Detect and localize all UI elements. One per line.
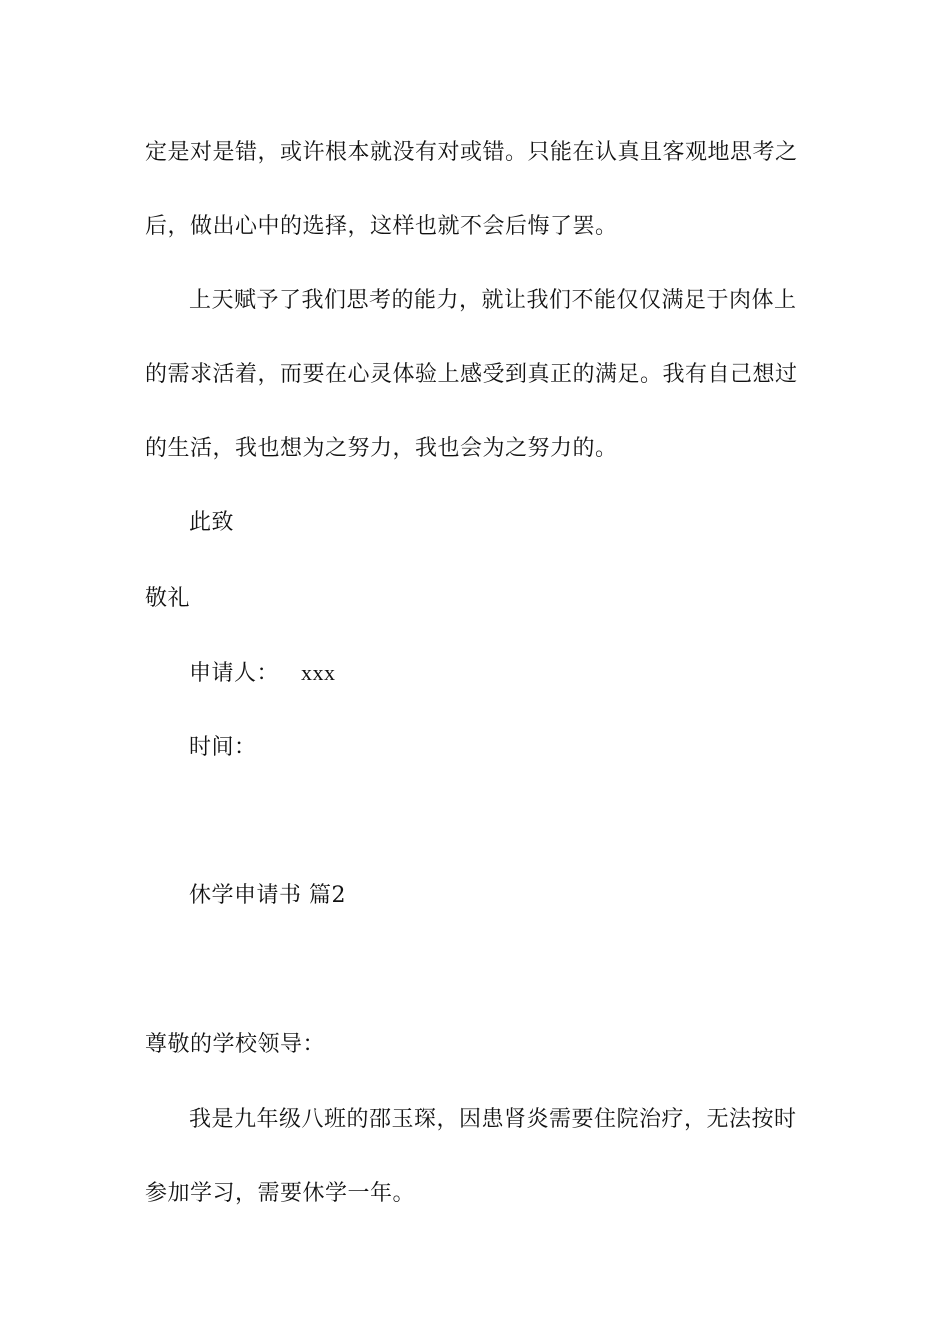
closing-ci-zhi: 此致 (189, 510, 235, 535)
paragraph-1-line-2: 后，做出心中的选择，这样也就不会后悔了罢。 (145, 214, 618, 239)
closing-jing-li: 敬礼 (145, 586, 191, 611)
section-2-heading: 休学申请书 篇2 (189, 883, 346, 908)
signature-time: 时间： (189, 735, 257, 760)
paragraph-2-line-2: 的需求活着，而要在心灵体验上感受到真正的满足。我有自己想过 (145, 362, 798, 387)
section-2-body-line-2: 参加学习，需要休学一年。 (145, 1181, 416, 1206)
signature-applicant (189, 658, 336, 689)
applicant-name: xxx (301, 660, 336, 685)
paragraph-1-line-1: 定是对是错，或许根本就没有对或错。只能在认真且客观地思考之 (145, 140, 798, 165)
section-2-body-line-1: 我是九年级八班的邵玉琛，因患肾炎需要住院治疗，无法按时 (189, 1107, 797, 1132)
paragraph-2-line-1: 上天赋予了我们思考的能力，就让我们不能仅仅满足于肉体上 (189, 288, 797, 313)
applicant-label: 申请人： (189, 661, 280, 686)
section-2-salutation: 尊敬的学校领导： (145, 1032, 326, 1057)
paragraph-2-line-3: 的生活，我也想为之努力，我也会为之努力的。 (145, 436, 618, 461)
